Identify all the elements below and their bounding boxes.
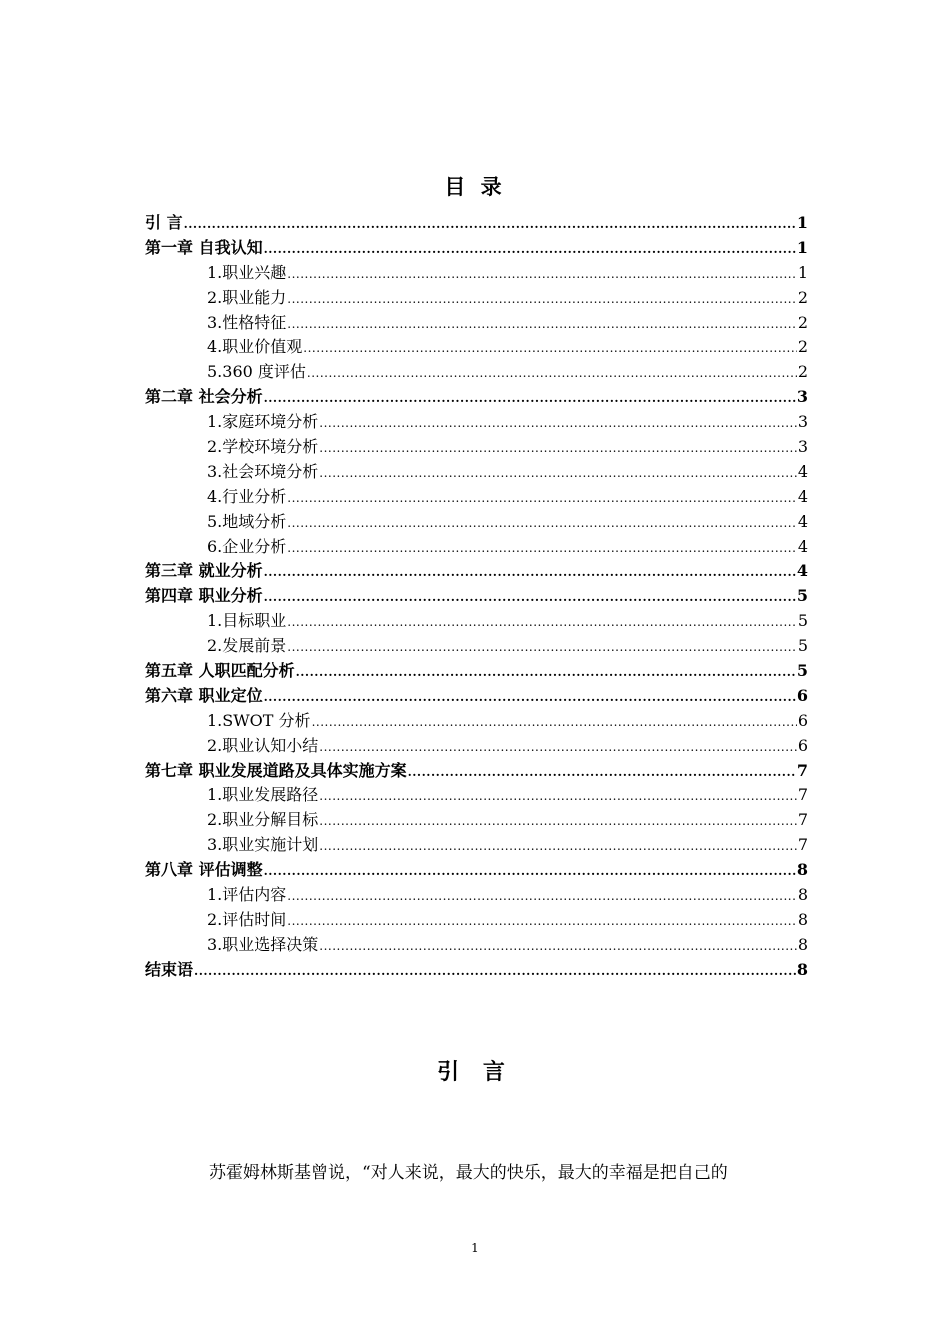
toc-dot-leader	[319, 809, 797, 833]
toc-chapter-entry[interactable]	[145, 584, 808, 609]
toc-entry-label: 第二章 社会分析	[145, 387, 263, 407]
toc-section-entry[interactable]	[145, 609, 808, 634]
toc-dot-leader	[319, 461, 797, 485]
toc-dot-leader	[307, 361, 797, 385]
toc-dot-leader	[287, 909, 797, 933]
toc-entry-label: 1.家庭环境分析	[207, 412, 319, 432]
toc-entry-page-number: 1	[796, 213, 808, 232]
toc-section-entry[interactable]	[145, 460, 808, 485]
toc-entry-page-number: 4	[797, 511, 808, 531]
toc-entry-label: 1.评估内容	[207, 885, 287, 905]
toc-dot-leader	[287, 884, 797, 908]
toc-entry-page-number: 7	[797, 785, 808, 805]
toc-entry-label: 1.SWOT 分析	[207, 710, 311, 730]
toc-dot-leader	[264, 560, 796, 584]
table-of-contents	[145, 211, 808, 983]
toc-dot-leader	[264, 859, 796, 883]
toc-entry-label: 第四章 职业分析	[145, 586, 263, 606]
toc-entry-label: 1.职业发展路径	[207, 785, 319, 805]
toc-dot-leader	[264, 386, 796, 410]
toc-section-entry[interactable]	[145, 908, 808, 933]
toc-entry-label: 第五章 人职匹配分析	[145, 661, 295, 681]
toc-section-entry[interactable]	[145, 435, 808, 460]
toc-section-entry[interactable]	[145, 535, 808, 560]
toc-entry-page-number: 6	[797, 735, 808, 755]
toc-entry-page-number: 5	[797, 636, 808, 656]
toc-section-entry[interactable]	[145, 808, 808, 833]
toc-chapter-entry[interactable]	[145, 858, 808, 883]
toc-entry-label: 2.学校环境分析	[207, 437, 319, 457]
toc-entry-page-number: 7	[797, 835, 808, 855]
toc-title: 目 录	[444, 174, 506, 199]
toc-chapter-entry[interactable]	[145, 236, 808, 261]
toc-entry-page-number: 2	[797, 287, 808, 307]
toc-entry-label: 2.职业分解目标	[207, 810, 319, 830]
toc-entry-label: 3.性格特征	[207, 312, 287, 332]
toc-entry-page-number: 8	[797, 934, 808, 954]
toc-dot-leader	[319, 735, 797, 759]
toc-entry-label: 5.地域分析	[207, 511, 287, 531]
toc-section-entry[interactable]	[145, 410, 808, 435]
toc-entry-page-number: 5	[797, 611, 808, 631]
toc-entry-page-number: 1	[797, 262, 808, 282]
toc-chapter-entry[interactable]	[145, 684, 808, 709]
toc-entry-label: 第七章 职业发展道路及具体实施方案	[145, 760, 407, 780]
toc-chapter-entry[interactable]	[145, 211, 808, 236]
toc-entry-page-number: 2	[797, 337, 808, 357]
toc-dot-leader	[194, 959, 796, 983]
toc-entry-page-number: 4	[796, 561, 808, 581]
toc-dot-leader	[184, 212, 796, 236]
toc-dot-leader	[408, 760, 796, 784]
toc-section-entry[interactable]	[145, 360, 808, 385]
body-paragraph: 苏霍姆林斯基曾说，“对人来说，最大的快乐，最大的幸福是把自己的	[209, 1163, 728, 1183]
toc-entry-label: 2.职业能力	[207, 287, 287, 307]
toc-section-entry[interactable]	[145, 883, 808, 908]
toc-entry-page-number: 4	[797, 486, 808, 506]
toc-chapter-entry[interactable]	[145, 559, 808, 584]
toc-entry-page-number: 3	[796, 387, 808, 407]
toc-entry-page-number: 8	[797, 885, 808, 905]
toc-dot-leader	[287, 610, 797, 634]
toc-entry-page-number: 1	[796, 237, 808, 257]
toc-dot-leader	[287, 536, 797, 560]
toc-section-entry[interactable]	[145, 709, 808, 734]
toc-entry-page-number: 7	[797, 810, 808, 830]
toc-entry-label: 第一章 自我认知	[145, 237, 263, 257]
toc-section-entry[interactable]	[145, 261, 808, 286]
toc-entry-page-number: 7	[796, 760, 808, 780]
toc-dot-leader	[312, 710, 797, 734]
toc-section-entry[interactable]	[145, 485, 808, 510]
page-number: 1	[471, 1241, 479, 1255]
toc-dot-leader	[264, 585, 796, 609]
toc-entry-label: 引 言	[145, 213, 183, 232]
toc-section-entry[interactable]	[145, 634, 808, 659]
toc-section-entry[interactable]	[145, 933, 808, 958]
toc-entry-label: 6.企业分析	[207, 536, 287, 556]
toc-entry-label: 3.职业选择决策	[207, 934, 319, 954]
toc-entry-label: 4.职业价值观	[207, 337, 303, 357]
toc-dot-leader	[319, 436, 797, 460]
section-title: 引 言	[437, 1059, 513, 1085]
toc-chapter-entry[interactable]	[145, 659, 808, 684]
toc-entry-label: 2.职业认知小结	[207, 735, 319, 755]
toc-entry-label: 1.目标职业	[207, 611, 287, 631]
toc-entry-page-number: 8	[797, 909, 808, 929]
toc-entry-page-number: 3	[797, 437, 808, 457]
toc-section-entry[interactable]	[145, 734, 808, 759]
toc-section-entry[interactable]	[145, 311, 808, 336]
toc-dot-leader	[319, 411, 797, 435]
toc-entry-page-number: 2	[797, 362, 808, 382]
toc-entry-page-number: 3	[797, 412, 808, 432]
toc-dot-leader	[264, 237, 796, 261]
toc-dot-leader	[296, 660, 796, 684]
toc-dot-leader	[287, 635, 797, 659]
toc-entry-label: 第三章 就业分析	[145, 561, 263, 581]
toc-entry-label: 第八章 评估调整	[145, 860, 263, 880]
toc-entry-label: 3.职业实施计划	[207, 835, 319, 855]
toc-section-entry[interactable]	[145, 335, 808, 360]
toc-section-entry[interactable]	[145, 286, 808, 311]
toc-entry-label: 2.发展前景	[207, 636, 287, 656]
toc-entry-label: 2.评估时间	[207, 909, 287, 929]
toc-dot-leader	[319, 934, 797, 958]
toc-entry-label: 4.行业分析	[207, 486, 287, 506]
toc-section-entry[interactable]	[145, 833, 808, 858]
toc-dot-leader	[287, 486, 797, 510]
toc-entry-page-number: 8	[796, 959, 808, 979]
toc-entry-page-number: 4	[797, 461, 808, 481]
toc-entry-label: 5.360 度评估	[207, 362, 306, 382]
toc-dot-leader	[287, 262, 797, 286]
toc-dot-leader	[264, 685, 796, 709]
toc-entry-page-number: 6	[797, 710, 808, 730]
toc-entry-page-number: 5	[796, 661, 808, 681]
toc-entry-page-number: 2	[797, 312, 808, 332]
toc-dot-leader	[287, 287, 797, 311]
toc-entry-label: 第六章 职业定位	[145, 685, 263, 705]
toc-section-entry[interactable]	[145, 510, 808, 535]
toc-chapter-entry[interactable]	[145, 759, 808, 784]
toc-entry-label: 3.社会环境分析	[207, 461, 319, 481]
toc-entry-page-number: 8	[796, 860, 808, 880]
toc-entry-page-number: 5	[796, 586, 808, 606]
toc-chapter-entry[interactable]	[145, 958, 808, 983]
toc-entry-label: 1.职业兴趣	[207, 262, 287, 282]
toc-dot-leader	[319, 784, 797, 808]
toc-entry-label: 结束语	[145, 959, 194, 979]
toc-dot-leader	[303, 336, 797, 360]
toc-entry-page-number: 6	[796, 685, 808, 705]
toc-dot-leader	[287, 511, 797, 535]
toc-dot-leader	[287, 312, 797, 336]
toc-entry-page-number: 4	[797, 536, 808, 556]
toc-chapter-entry[interactable]	[145, 385, 808, 410]
toc-section-entry[interactable]	[145, 783, 808, 808]
toc-dot-leader	[319, 834, 797, 858]
